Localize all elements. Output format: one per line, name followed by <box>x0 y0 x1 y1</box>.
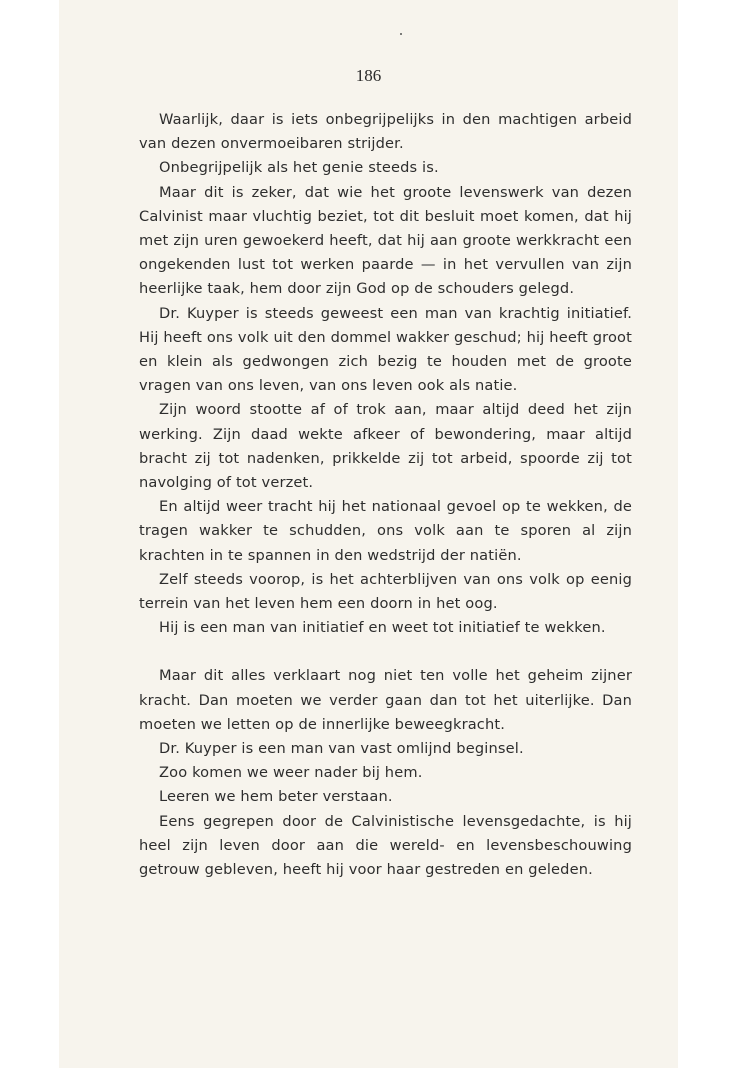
paragraph-1: Waarlijk, daar is iets onbegrijpelijks in den machtigen arbeid van dezen onvermoeibaren strijder. <box>139 111 632 153</box>
paragraph-11: Zoo komen we weer nader bij hem. <box>159 764 423 782</box>
paragraph-5: Zijn woord stootte af of trok aan, maar altijd deed het zijn werking. Zijn daad wekte afkeer of bewondering, maar altijd bracht zij tot nadenken, prikkelde zij tot arbeid, spoorde zij tot navolging of tot verzet. <box>139 401 632 492</box>
paragraph-3: Maar dit is zeker, dat wie het groote levenswerk van dezen Calvinist maar vluchtig beziet, tot dit besluit moet komen, dat hij met zijn uren gewoekerd heeft, dat hij aan groote werkkracht een ongekenden lust tot werken paarde — in het vervullen van zijn heerlijke taak, hem door zijn God op de schouders gelegd. <box>139 183 632 298</box>
paragraph-8: Hij is een man van initiatief en weet tot initiatief te wekken. <box>159 619 606 637</box>
page-number: 186 <box>355 66 382 85</box>
paragraph-10: Dr. Kuyper is een man van vast omlijnd beginsel. <box>159 740 524 758</box>
paragraph-13: Eens gegrepen door de Calvinistische levensgedachte, is hij heel zijn leven door aan die wereld- en levensbeschouwing getrouw gebleven, heeft hij voor haar gestreden en geleden. <box>139 812 632 879</box>
paragraph-9: Maar dit alles verklaart nog niet ten volle het geheim zijner kracht. Dan moeten we verder gaan dan tot het uiterlijke. Dan moeten we letten op de innerlijke beweegkracht. <box>139 667 632 733</box>
paragraph-12: Leeren we hem beter verstaan. <box>159 788 393 806</box>
book-page <box>59 0 678 1068</box>
section-break <box>139 640 632 664</box>
paragraph-2: Onbegrijpelijk als het genie steeds is. <box>159 159 439 177</box>
ink-speck <box>400 33 402 35</box>
body-text <box>139 108 632 882</box>
paragraph-7: Zelf steeds voorop, is het achterblijven van ons volk op eenig terrein van het leven hem een doorn in het oog. <box>139 570 632 613</box>
paragraph-6: En altijd weer tracht hij het nationaal gevoel op te wekken, de tragen wakker te schudden, ons volk aan te sporen al zijn krachten in te spannen in den wedstrijd der natiën. <box>139 498 632 564</box>
paragraph-4: Dr. Kuyper is steeds geweest een man van krachtig initiatief. Hij heeft ons volk uit den dommel wakker geschud; hij heeft groot en klein als gedwongen zich bezig te houden met de groote vragen van ons leven, van ons leven ook als natie. <box>139 304 632 395</box>
